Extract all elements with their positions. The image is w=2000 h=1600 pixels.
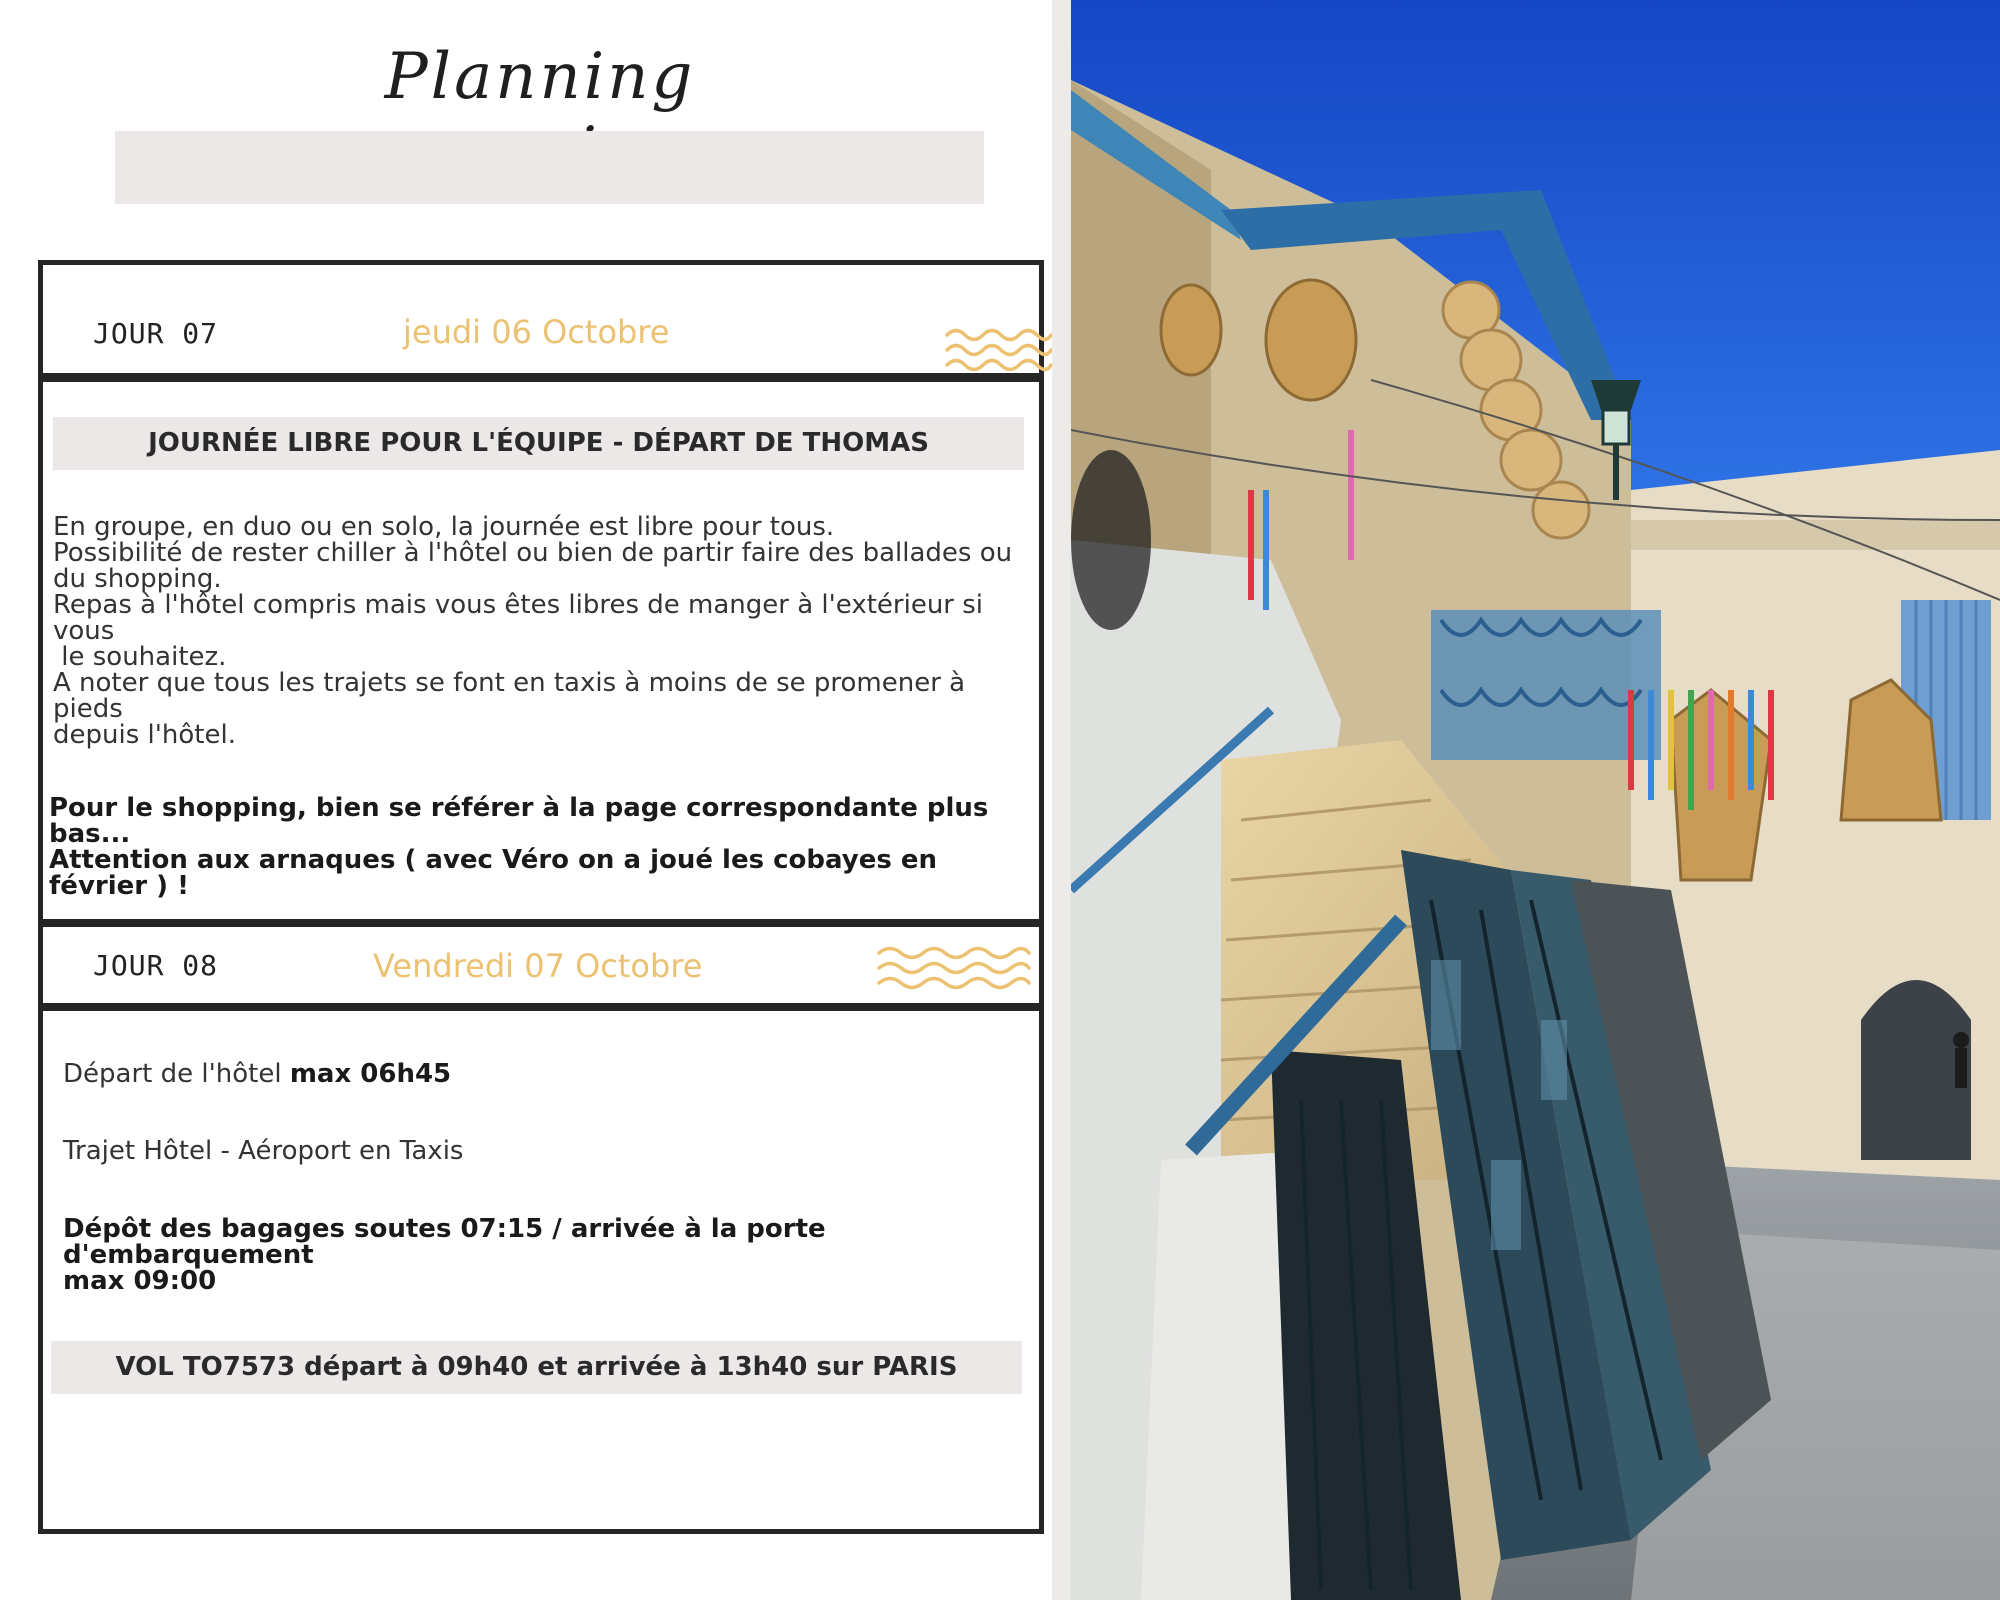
- day-08-header: [38, 922, 1044, 1008]
- medina-photo: [1071, 0, 2000, 1600]
- paragraph-transport: A noter que tous les trajets se font en taxis à moins de se promener à pieds depuis l'hôtel.: [53, 668, 966, 750]
- day-date: jeudi 06 Octobre: [403, 313, 670, 351]
- day-08-body: [38, 1006, 1044, 1534]
- paragraph-shopping-warning: Pour le shopping, bien se référer à la page correspondante plus bas... Attention aux arnaques ( avec Véro on a joué les cobayes en février ) !: [49, 793, 989, 901]
- transfer-line: Trajet Hôtel - Aéroport en Taxis: [63, 1136, 464, 1166]
- paragraph-meals: Repas à l'hôtel compris mais vous êtes libres de manger à l'extérieur si vous le souhaitez.: [53, 590, 984, 672]
- day-date: Vendredi 07 Octobre: [373, 947, 703, 985]
- departure-prefix: Départ de l'hôtel: [63, 1059, 290, 1089]
- waves-icon: [875, 943, 1033, 993]
- departure-time: max 06h45: [289, 1059, 452, 1089]
- departure-line: [63, 1061, 1023, 1087]
- day-number: JOUR 07: [93, 317, 219, 350]
- luggage-line: Dépôt des bagages soutes 07:15 / arrivée à la porte d'embarquement max 09:00: [63, 1214, 826, 1296]
- waves-icon: [943, 323, 1053, 377]
- title-bar: [115, 131, 984, 204]
- day-07-body: [38, 377, 1044, 924]
- day-banner: JOURNÉE LIBRE POUR L'ÉQUIPE - DÉPART DE THOMAS: [53, 417, 1024, 470]
- day-07-header: [38, 260, 1044, 378]
- day-number: JOUR 08: [93, 949, 219, 982]
- page-title: Planning: [384, 40, 696, 114]
- flight-banner: VOL TO7573 départ à 09h40 et arrivée à 13h40 sur PARIS: [51, 1341, 1022, 1394]
- medina-photo-illustration: [1071, 0, 2000, 1600]
- page-gutter: [1052, 0, 1071, 1600]
- paragraph-free-day: En groupe, en duo ou en solo, la journée est libre pour tous. Possibilité de rester chiller à l'hôtel ou bien de partir faire des ballades ou du shopping.: [53, 512, 1013, 594]
